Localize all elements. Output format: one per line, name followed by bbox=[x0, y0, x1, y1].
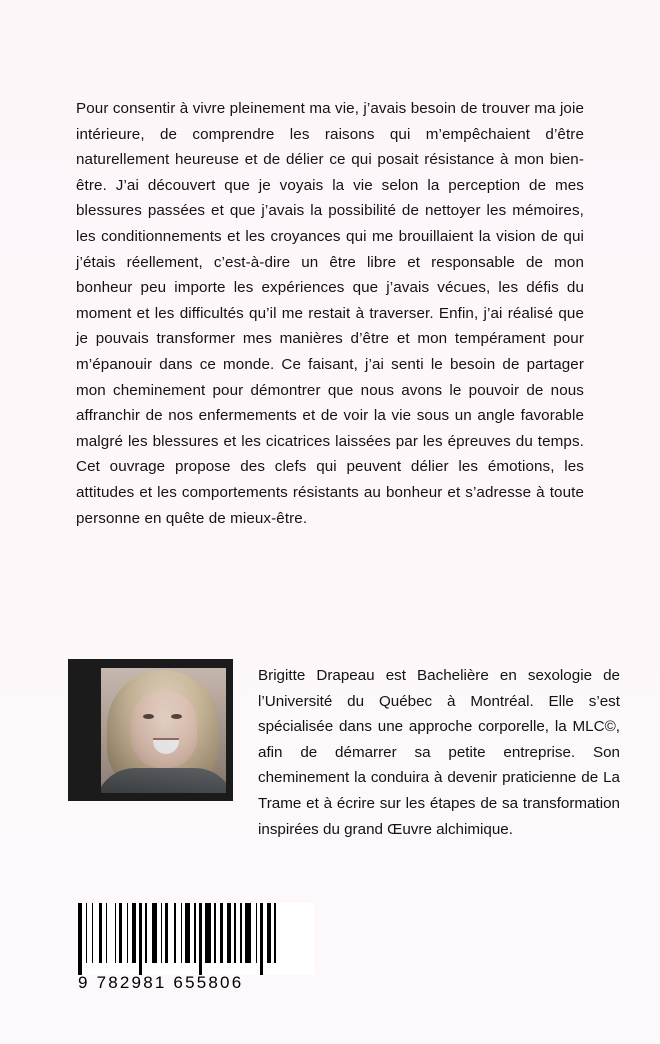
isbn-digits: 9 782981 655806 bbox=[78, 973, 244, 992]
barcode-bar bbox=[234, 903, 235, 963]
barcode-bar bbox=[220, 903, 223, 963]
barcode-bar bbox=[165, 903, 168, 963]
barcode-bar bbox=[117, 903, 118, 963]
barcode-bar bbox=[129, 903, 130, 963]
barcode-bar bbox=[145, 903, 146, 963]
barcode-bar bbox=[86, 903, 87, 963]
barcode-bar bbox=[152, 903, 158, 963]
barcode-bar bbox=[108, 903, 114, 975]
author-portrait bbox=[101, 668, 226, 793]
barcode-bar bbox=[232, 903, 233, 975]
barcode-bar bbox=[256, 903, 257, 963]
barcode-bar bbox=[158, 903, 159, 963]
barcode-bar bbox=[103, 903, 104, 963]
barcode-bar bbox=[169, 903, 173, 975]
barcode-bar bbox=[78, 903, 82, 975]
barcode-bar bbox=[197, 903, 198, 963]
barcode-bar bbox=[227, 903, 231, 963]
barcode-bar bbox=[127, 903, 128, 963]
barcode-bar bbox=[194, 903, 195, 963]
barcode-bar bbox=[264, 903, 265, 963]
barcode-bar bbox=[203, 903, 204, 963]
barcode-bar bbox=[214, 903, 215, 963]
barcode-bar bbox=[252, 903, 255, 963]
barcode-bar bbox=[148, 903, 151, 963]
barcode-bar bbox=[143, 903, 144, 963]
barcode-bar bbox=[274, 903, 275, 963]
barcode-bar bbox=[217, 903, 220, 963]
barcode-bar bbox=[137, 903, 138, 963]
barcode-bar bbox=[272, 903, 273, 963]
book-blurb-text: Pour consentir à vivre pleinement ma vie, j’avais besoin de trouver ma joie intérieure, de comprendre les raisons qui m’empêchaient d’être naturellement heureuse et de délier ce qui posait résistance à mon bien-être. J’ai découvert que je voyais la vie selon la perception de mes blessures passées et que j’avais la possibilité de nettoyer les mémoires, les conditionnements et les croyances qui me brouillaient la vision de qui j’étais réellement, c’est-à-dire un être libre et responsable de mon bonheur peu importe les expériences que j’avais vécues, les défis du moment et les difficultés qu’il me restait à traverser. Enfin, j’ai réalisé que je pouvais transformer mes manières d’être et mon tempérament pour m’épanouir dans ce monde. Ce faisant, j’ai senti le besoin de partager mon cheminement pour démontrer que nous avons le pouvoir de nous affranchir de nos enfermements et de voir la vie sous un angle favorable malgré les blessures et les cicatrices laissées par les épreuves du temps. Cet ouvrage propose des clefs qui peuvent délier les émotions, les attitudes et les comportements résistants au bonheur et s’adresse à toute personne en quête de mieux-être. bbox=[76, 100, 589, 527]
barcode-bar bbox=[132, 903, 136, 963]
author-bio-text: Brigitte Drapeau est Bachelière en sexologie de l’Université du Québec à Montréal. Elle s’est spécialisée dans une approche corporelle, la MLC©, afin de démarrer sa petite entreprise. Son cheminement la conduira à devenir praticienne de La Trame et à écrire sur les étapes de sa transformation inspirées du grand Œuvre alchimique. bbox=[258, 667, 625, 838]
barcode-bar bbox=[237, 903, 240, 963]
barcode-bar bbox=[277, 903, 280, 963]
barcode-bar bbox=[94, 903, 98, 963]
barcode-bar bbox=[224, 903, 225, 963]
barcode-bar bbox=[99, 903, 102, 963]
barcode-bar bbox=[174, 903, 175, 963]
barcode-bar bbox=[245, 903, 251, 963]
barcode-bar bbox=[267, 903, 271, 963]
barcode-bar bbox=[191, 903, 194, 963]
barcode-bar bbox=[212, 903, 213, 963]
portrait-shading bbox=[101, 668, 226, 793]
barcode-bar bbox=[185, 903, 189, 963]
barcode-bar bbox=[258, 903, 259, 963]
barcode-bar bbox=[119, 903, 122, 963]
barcode-bar bbox=[88, 903, 91, 963]
barcode bbox=[78, 903, 314, 1013]
barcode-bar bbox=[181, 903, 182, 963]
barcode-bar bbox=[177, 903, 180, 963]
barcode-bar bbox=[139, 903, 142, 975]
author-block bbox=[60, 655, 625, 875]
barcode-bar bbox=[123, 903, 126, 963]
barcode-bar bbox=[115, 903, 116, 963]
barcode-bar bbox=[161, 903, 162, 963]
barcode-bar bbox=[83, 903, 84, 963]
barcode-bar bbox=[183, 903, 184, 963]
barcode-bar bbox=[240, 903, 241, 963]
barcode-bar bbox=[92, 903, 93, 963]
author-photo-frame bbox=[68, 659, 233, 801]
barcode-bar bbox=[243, 903, 244, 963]
barcode-bar bbox=[163, 903, 164, 963]
barcode-bar bbox=[199, 903, 202, 975]
barcode-bar bbox=[205, 903, 211, 963]
barcode-bar bbox=[106, 903, 107, 963]
barcode-bar bbox=[260, 903, 263, 975]
barcode-bars bbox=[78, 903, 314, 975]
